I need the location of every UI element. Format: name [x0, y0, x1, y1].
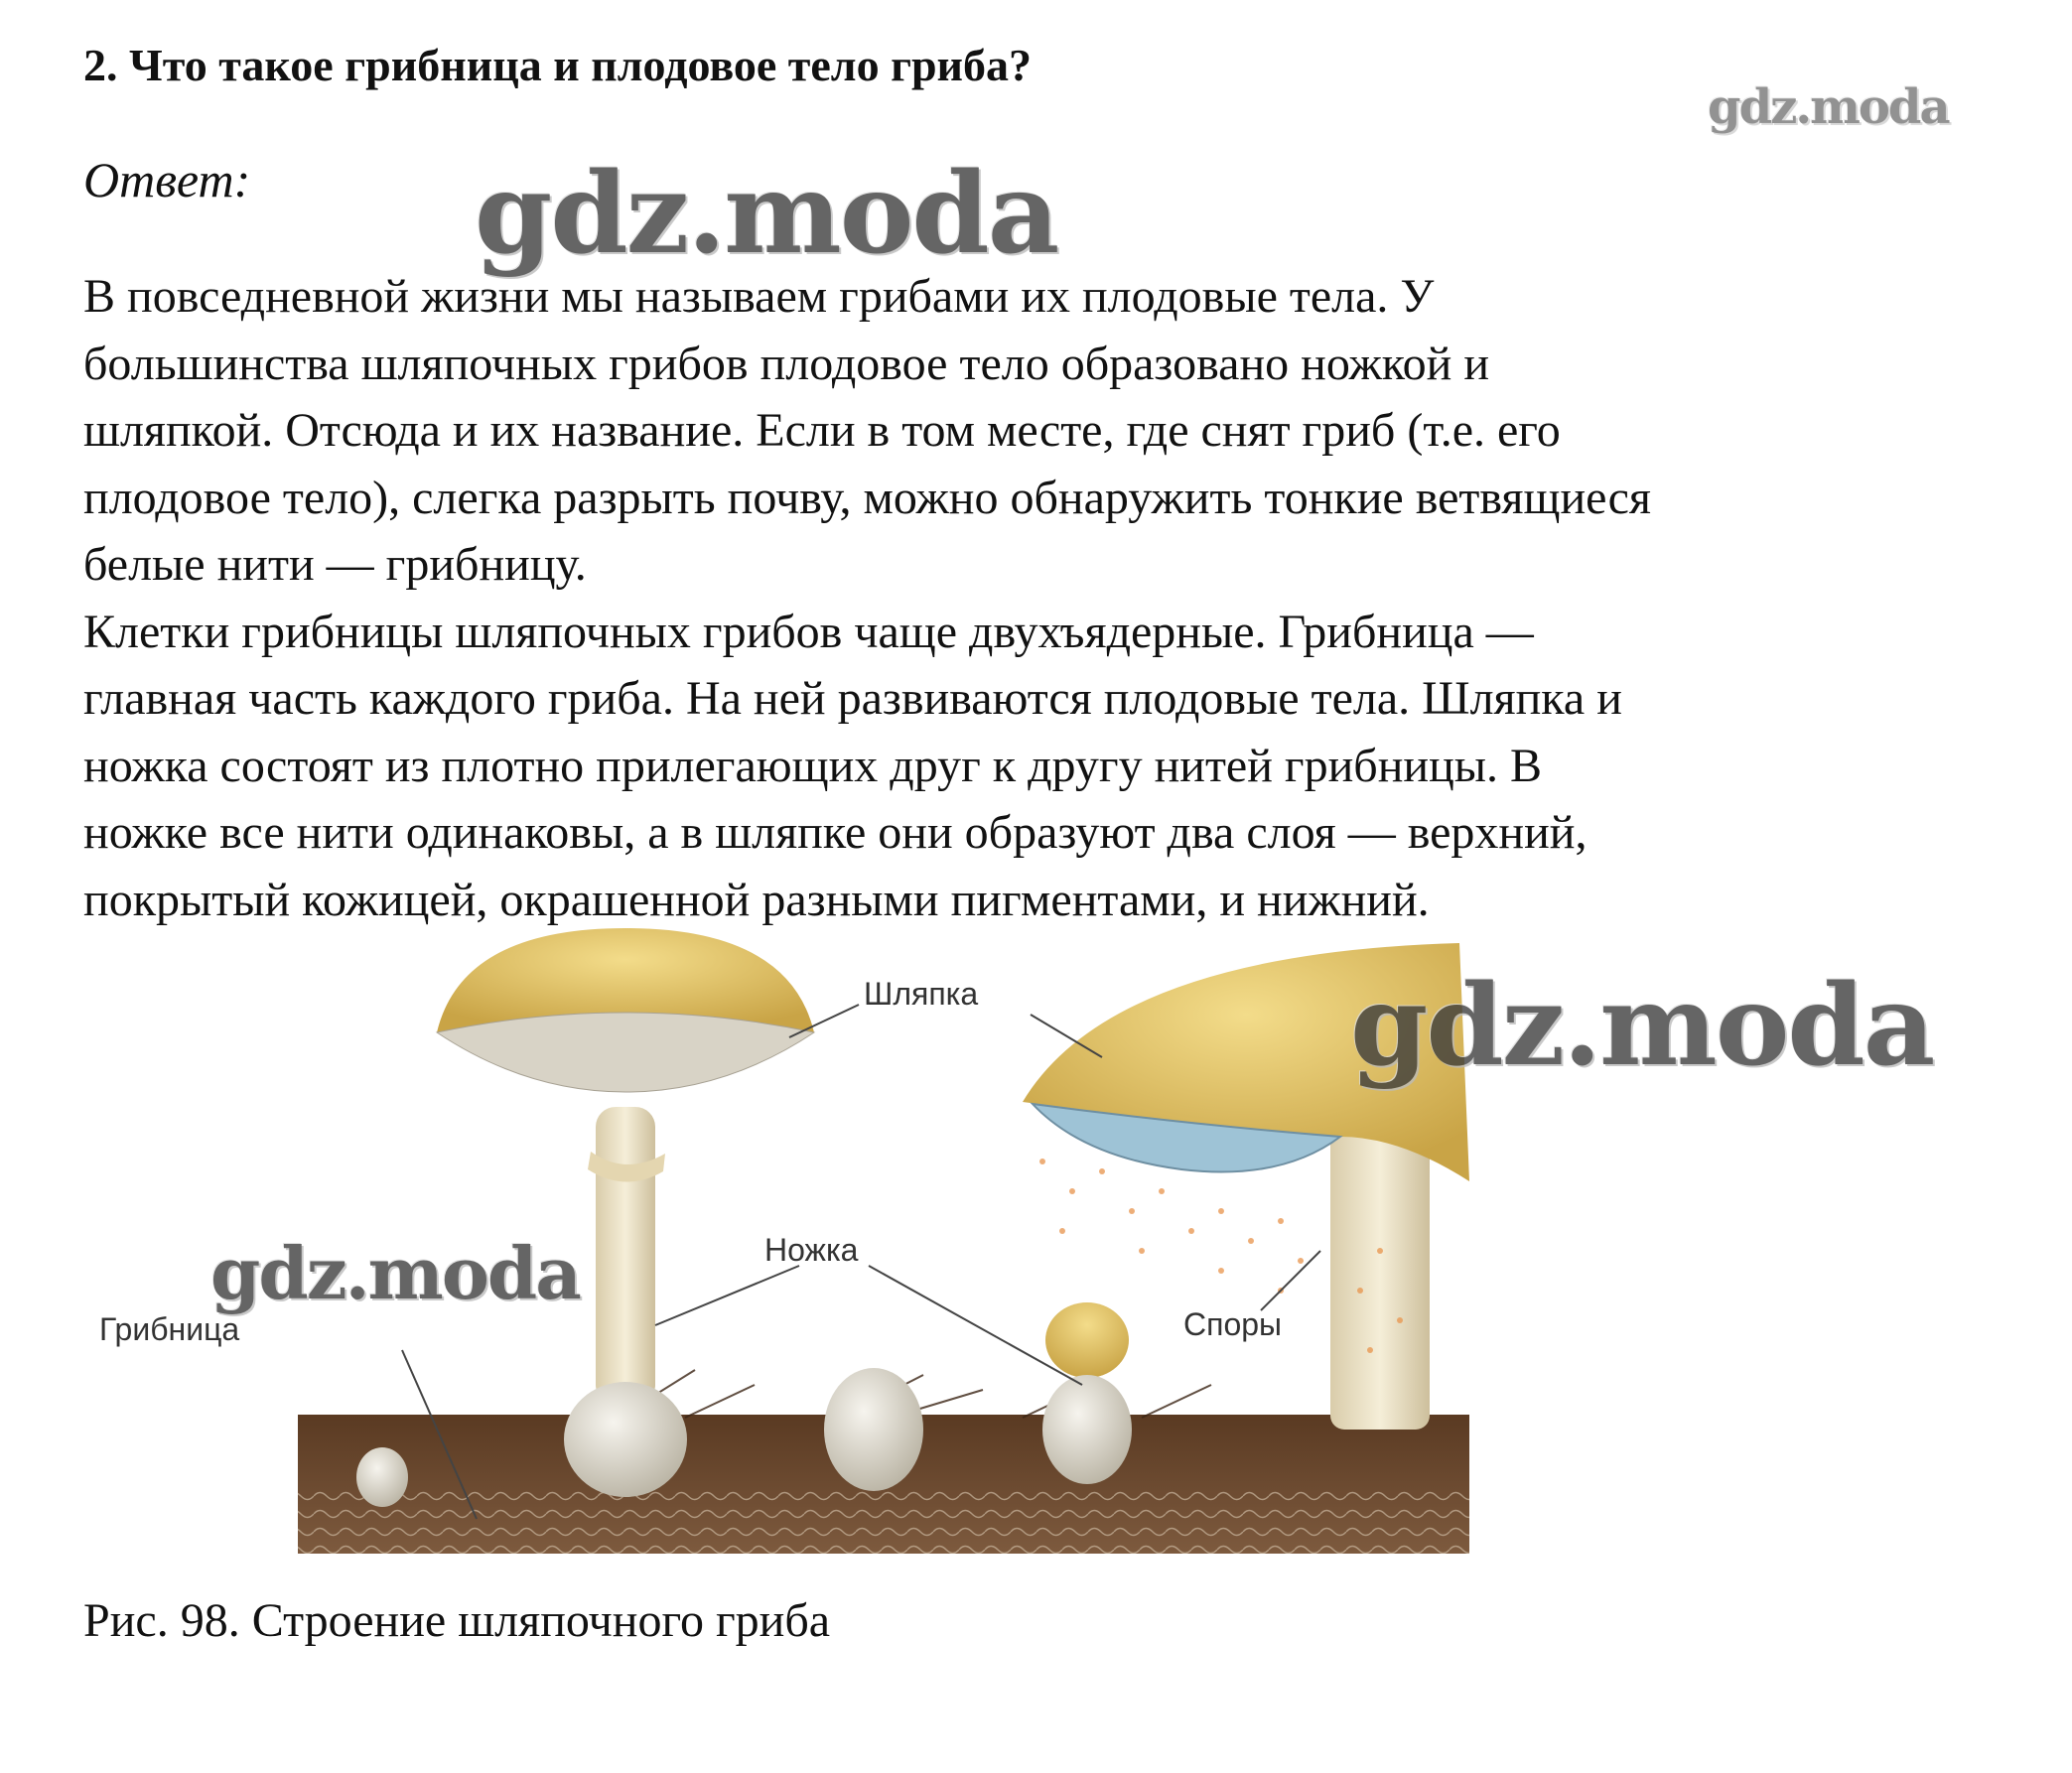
text-line: покрытый кожицей, окрашенной разными пигментами, и нижний. — [83, 873, 1430, 926]
text-line: Клетки грибницы шляпочных грибов чаще двухъядерные. Грибница — — [83, 605, 1534, 658]
label-stem: Ножка — [764, 1232, 859, 1268]
mycelium-pattern — [298, 1489, 1469, 1554]
text-line: В повседневной жизни мы называем грибами их плодовые тела. У — [83, 270, 1435, 323]
watermark: gdz.moda — [210, 1231, 580, 1315]
answer-text — [83, 263, 2049, 933]
left-bulb — [564, 1382, 687, 1497]
text-line: большинства шляпочных грибов плодовое тело образовано ножкой и — [83, 337, 1490, 390]
text-line: ножка состоят из плотно прилегающих друг к другу нитей грибницы. В — [83, 739, 1543, 792]
young-mushroom — [824, 1368, 923, 1491]
watermark: gdz.moda — [1350, 961, 1934, 1091]
label-mycelium: Грибница — [99, 1311, 240, 1347]
right-stem — [1330, 1132, 1430, 1430]
left-gills — [437, 1013, 814, 1092]
text-line: главная часть каждого гриба. На ней развиваются плодовые тела. Шляпка и — [83, 672, 1622, 725]
text-line: плодовое тело), слегка разрыть почву, можно обнаружить тонкие ветвящиеся — [83, 471, 1652, 524]
young-mushroom-body — [1042, 1375, 1132, 1484]
figure-caption: Рис. 98. Строение шляпочного гриба — [83, 1594, 831, 1647]
answer-label: Ответ: — [83, 152, 251, 207]
watermark: gdz.moda — [1708, 79, 1949, 135]
watermark: gdz.moda — [475, 149, 1058, 279]
label-cap: Шляпка — [864, 976, 979, 1012]
tiny-mushroom — [356, 1447, 408, 1507]
text-line: шляпкой. Отсюда и их название. Если в том месте, где снят гриб (т.е. его — [83, 404, 1561, 457]
text-line: ножке все нити одинаковы, а в шляпке они образуют два слоя — верхний, — [83, 806, 1588, 859]
question-heading: 2. Что такое грибница и плодовое тело гриба? — [83, 40, 1033, 90]
left-stem — [596, 1107, 655, 1405]
label-spores: Споры — [1183, 1306, 1283, 1342]
text-line: белые нити — грибницу. — [83, 538, 587, 591]
young-mushroom-cap — [1045, 1302, 1129, 1378]
